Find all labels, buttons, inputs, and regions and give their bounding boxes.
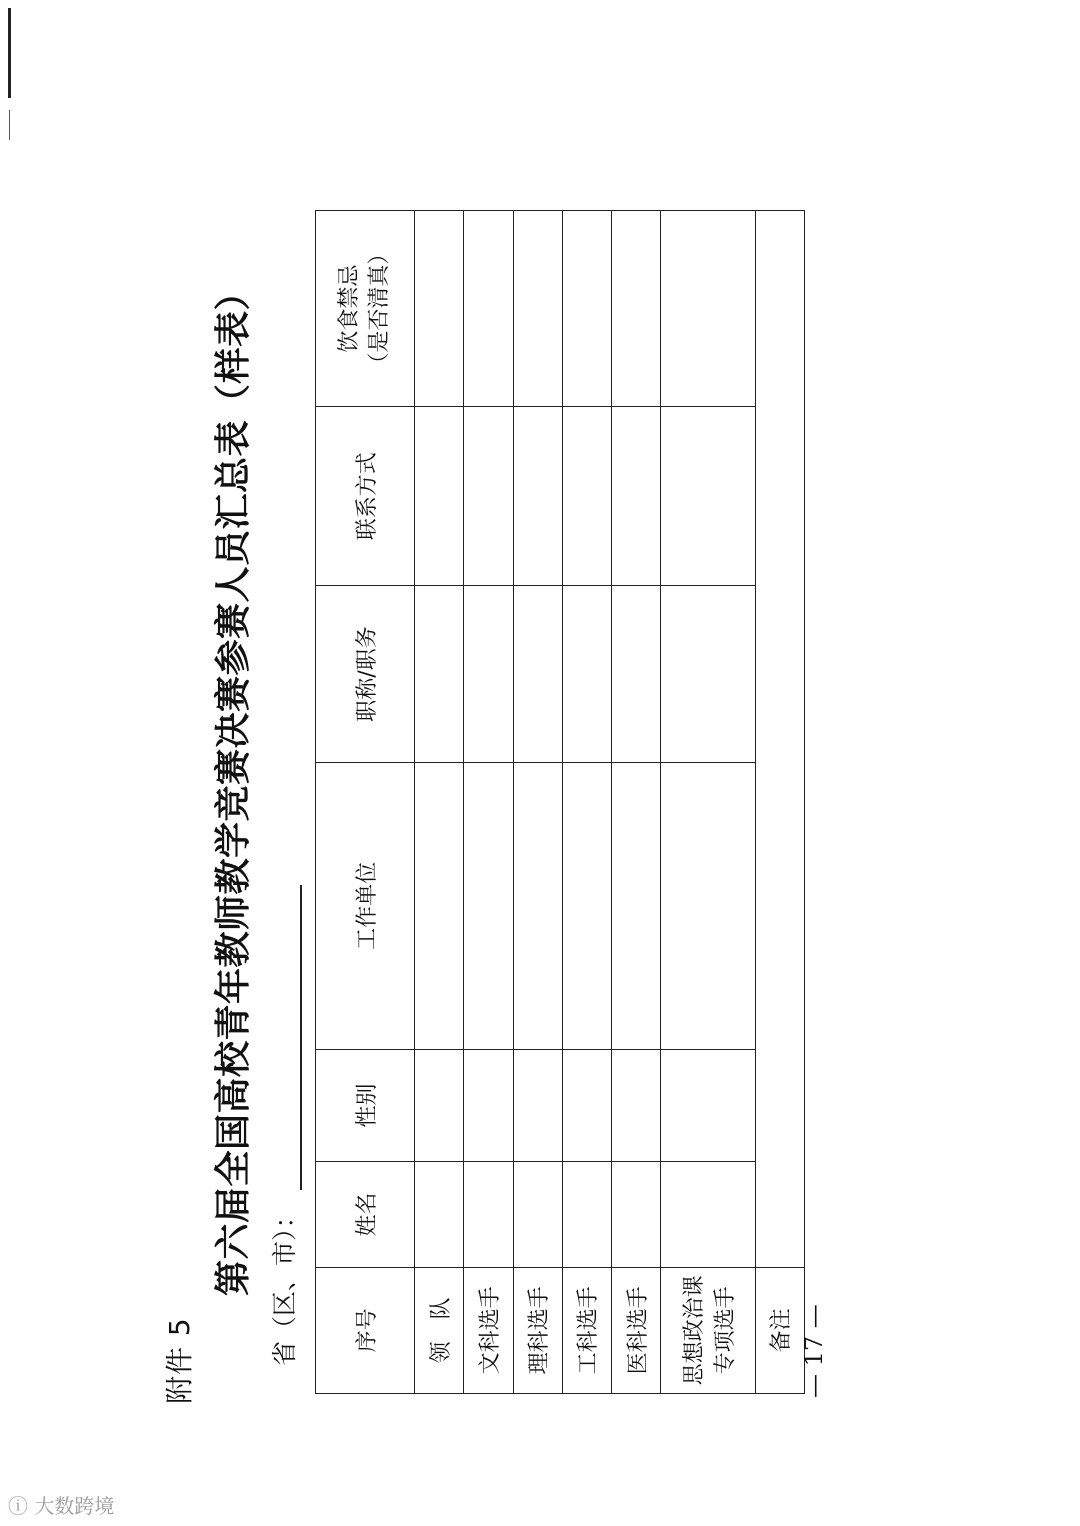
header-cell-name: 姓名 xyxy=(316,1162,415,1268)
header-cell-title: 职称/职务 xyxy=(316,586,415,763)
personnel-table xyxy=(315,210,805,1394)
header-cell-gender: 性别 xyxy=(316,1049,415,1161)
row-label-engineering: 工科选手 xyxy=(562,1267,611,1393)
table-row xyxy=(415,211,464,1394)
row-label-liberal-arts: 文科选手 xyxy=(464,1267,513,1393)
header-dietary-line1: 饮食禁忌 xyxy=(337,264,363,353)
watermark: ⓘ 大数跨境 xyxy=(8,1494,115,1518)
table-row xyxy=(464,211,513,1394)
table-row xyxy=(661,211,755,1394)
row-label-science: 理科选手 xyxy=(513,1267,562,1393)
row-label-medicine: 医科选手 xyxy=(612,1267,661,1393)
table-row xyxy=(562,211,611,1394)
table-row xyxy=(513,211,562,1394)
page-number: — 17 — xyxy=(800,1304,828,1398)
row-label-remarks: 备注 xyxy=(755,1267,804,1393)
row-label-leader: 领 队 xyxy=(415,1267,464,1393)
header-dietary-line2: （是否清真） xyxy=(367,242,392,375)
region-fill-line xyxy=(300,885,302,1190)
header-row xyxy=(316,211,415,1394)
document-title: 第六届全国高校青年教师教学竞赛决赛参赛人员汇总表（样表） xyxy=(212,273,254,1296)
table-row xyxy=(612,211,661,1394)
header-cell-contact: 联系方式 xyxy=(316,407,415,586)
attachment-label: 附件 5 xyxy=(163,1317,196,1404)
header-cell-index: 序号 xyxy=(316,1267,415,1393)
header-cell-employer: 工作单位 xyxy=(316,762,415,1049)
header-cell-dietary xyxy=(316,211,415,407)
table-row xyxy=(755,211,804,1394)
region-label: 省（区、市）： xyxy=(270,1203,299,1366)
remarks-cell xyxy=(755,211,804,1268)
row-label-ideology: 思想政治课专项选手 xyxy=(661,1267,755,1393)
